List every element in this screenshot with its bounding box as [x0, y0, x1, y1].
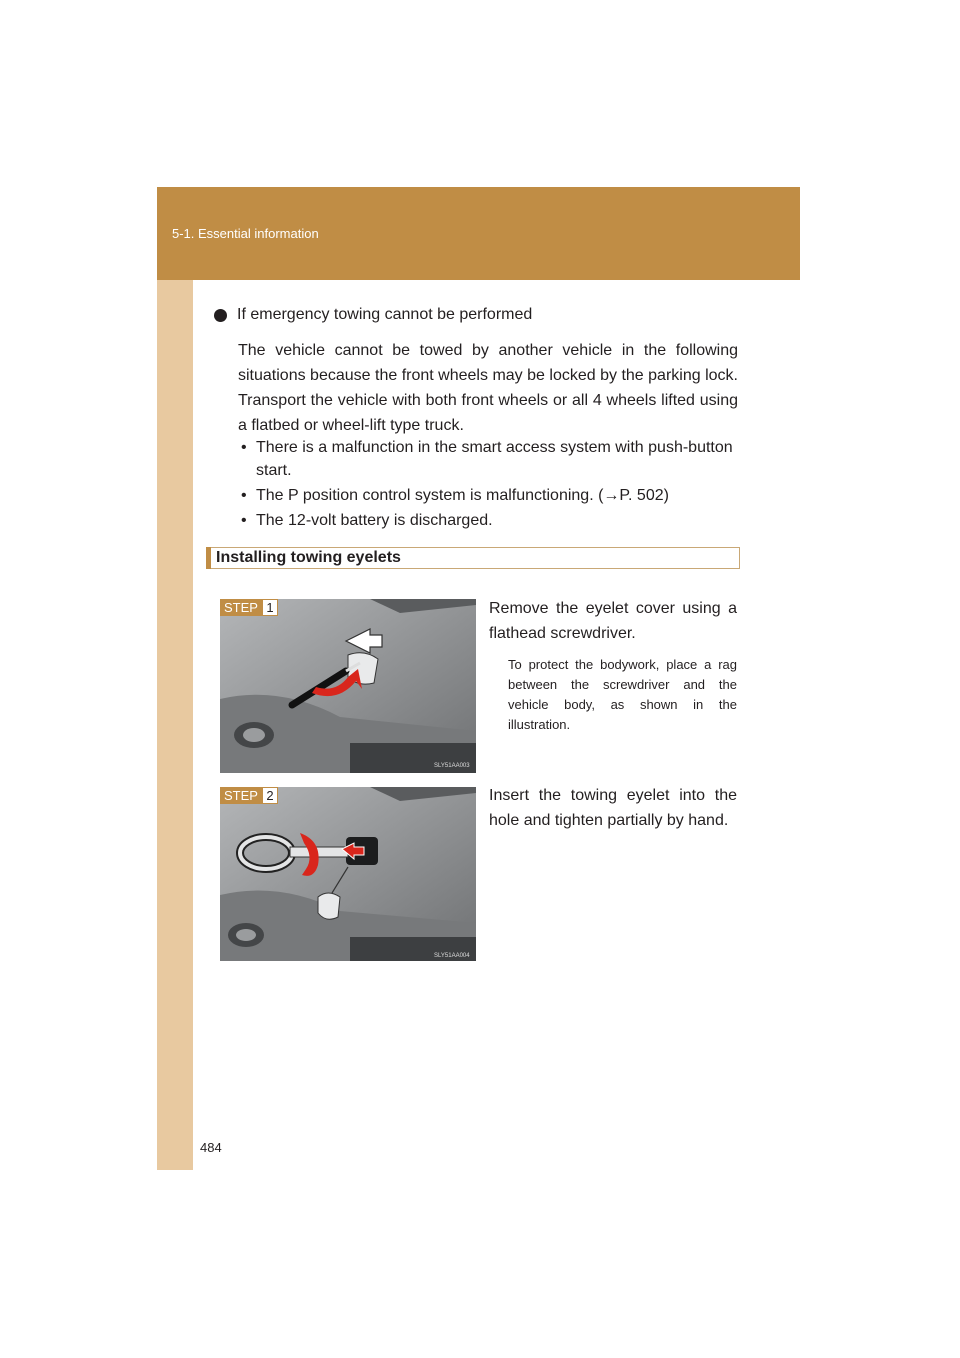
list-item: • The P position control system is malfunctioning. (→P. 502): [241, 487, 669, 504]
bullet-dot-icon: [214, 309, 227, 322]
step1-badge: STEP 1: [220, 599, 278, 616]
subheading: Installing towing eyelets: [216, 549, 401, 566]
step2-badge: STEP 2: [220, 787, 278, 804]
step2-illustration: [220, 787, 476, 961]
figure-code: SLY51AA003: [434, 763, 470, 769]
list-item: • There is a malfunction in the smart access system with push-button start.: [241, 439, 733, 479]
subheading-accent-bar: [206, 547, 211, 569]
body-paragraph: The vehicle cannot be towed by another vehicle in the following situations because the front wheels may be locked by the parking lock. Transport the vehicle with both front wheels or all 4 wheels lifted using a flatbed or wheel-lift type truck.: [238, 342, 738, 434]
list-item: • The 12-volt battery is discharged.: [241, 512, 493, 529]
step2-text: Insert the towing eyelet into the hole and tighten partially by hand.: [489, 787, 737, 829]
section-title: 5-1. Essential information: [172, 226, 319, 241]
bullet-heading-text: If emergency towing cannot be performed: [237, 306, 533, 323]
car-bumper-towing-eyelet-illustration: [220, 787, 476, 961]
car-bumper-screwdriver-illustration: [220, 599, 476, 773]
step1-illustration: [220, 599, 476, 773]
step1-note: To protect the bodywork, place a rag between the screwdriver and the vehicle body, as shown in the illustration.: [508, 657, 737, 732]
sidebar-strip: [157, 187, 193, 1170]
step1-text: Remove the eyelet cover using a flathead screwdriver.: [489, 600, 737, 642]
figure-code: SLY51AA004: [434, 953, 470, 959]
condition-list: [238, 436, 738, 534]
page-number: 484: [200, 1140, 222, 1155]
bullet-heading: [214, 306, 532, 324]
